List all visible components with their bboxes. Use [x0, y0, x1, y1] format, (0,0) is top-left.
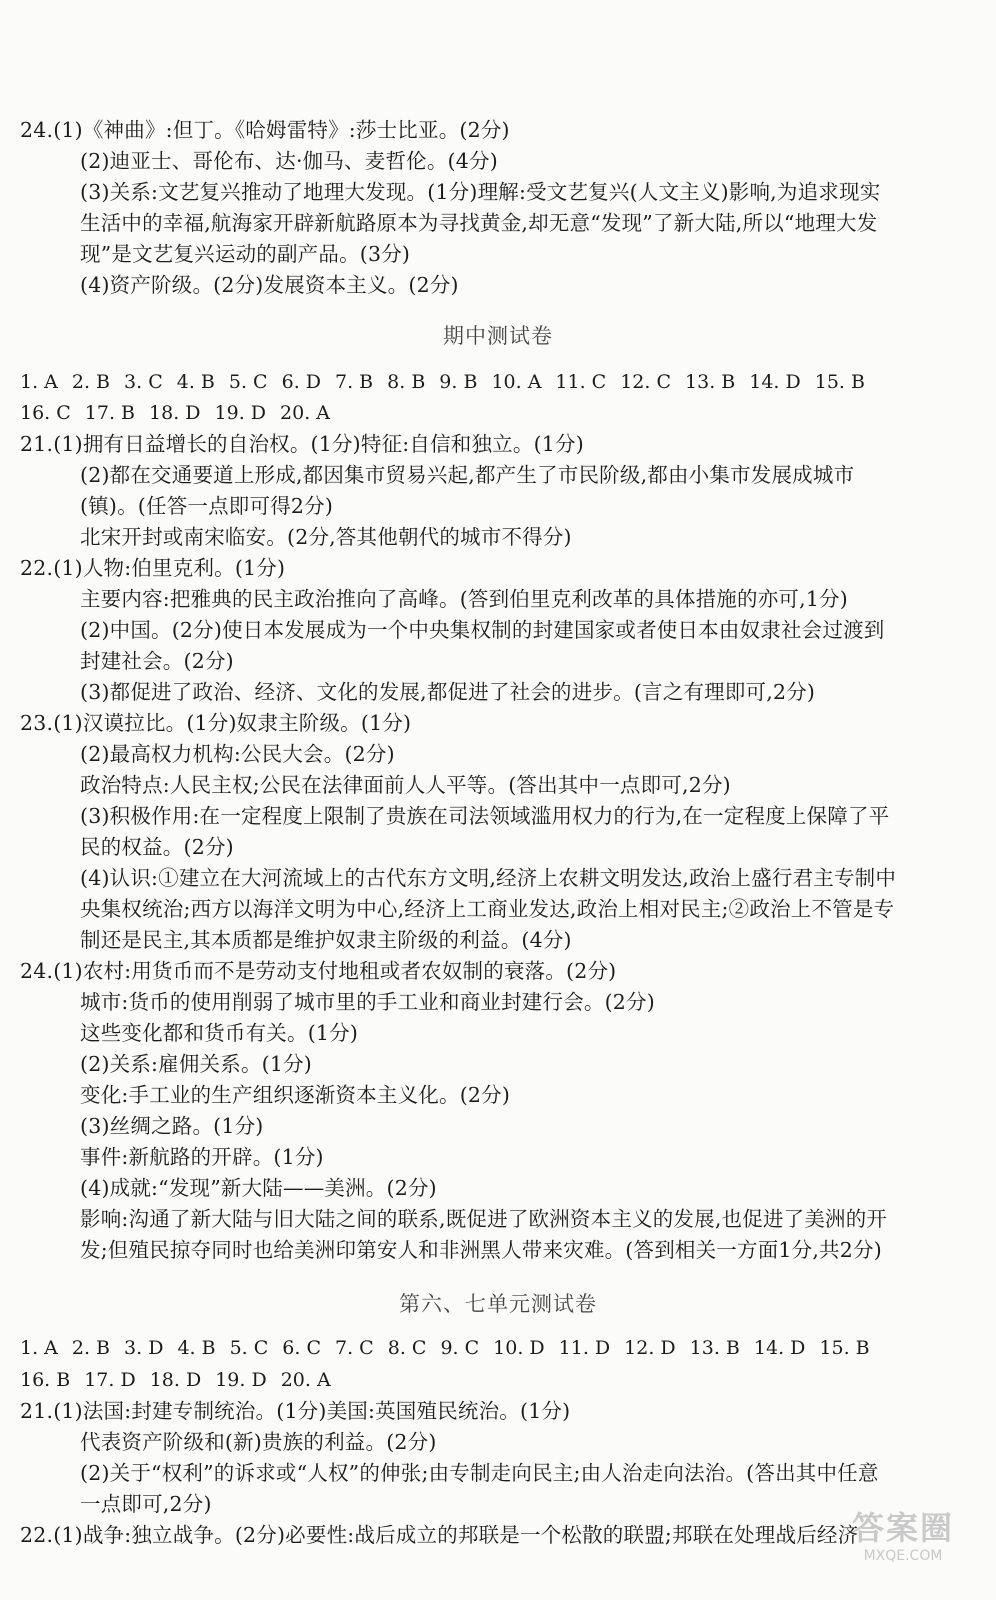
answer-item: 16. B: [20, 1369, 71, 1391]
answer-item: 20. A: [280, 402, 330, 424]
text-line: (2)都在交通要道上形成,都因集市贸易兴起,都产生了市民阶级,都由小集市发展成城市: [80, 463, 855, 487]
answer-item: 6. C: [282, 1337, 322, 1359]
answer-item: 12. D: [624, 1337, 676, 1359]
text-line: 影响:沟通了新大陆与旧大陆之间的联系,既促进了欧洲资本主义的发展,也促进了美洲的开: [80, 1207, 888, 1231]
text-line: 生活中的幸福,航海家开辟新航路原本为寻找黄金,却无意“发现”了新大陆,所以“地理大发: [80, 211, 878, 235]
answer-item: 7. C: [335, 1337, 374, 1359]
text-line: 代表资产阶级和(新)贵族的利益。(2分): [80, 1430, 437, 1454]
answer-item: 18. D: [149, 402, 201, 424]
text-line: 政治特点:人民主权;公民在法律面前人人平等。(答出其中一点即可,2分): [80, 773, 731, 797]
answer-item: 3. D: [124, 1337, 164, 1359]
answer-item: 5. C: [228, 371, 268, 393]
text-line: 主要内容:把雅典的民主政治推向了高峰。(答到伯里克利改革的具体措施的亦可,1分): [80, 587, 848, 611]
answer-row: [20, 1334, 884, 1362]
section-heading-unit67: 第六、七单元测试卷: [399, 1292, 597, 1316]
text-line: (3)关系:文艺复兴推动了地理大发现。(1分)理解:受文艺复兴(人文主义)影响,为追求现实: [80, 180, 881, 204]
text-line: (4)资产阶级。(2分)发展资本主义。(2分): [80, 273, 459, 297]
text-line: 事件:新航路的开辟。(1分): [80, 1145, 324, 1169]
text-line: 一点即可,2分): [80, 1492, 212, 1516]
answer-row: [20, 368, 879, 396]
answer-item: 14. D: [753, 1337, 806, 1359]
text-line: (2)中国。(2分)使日本发展成为一个中央集权制的封建国家或者使日本由奴隶社会过渡到: [80, 618, 885, 642]
answer-item: 16. C: [20, 402, 71, 424]
text-line: 现”是文艺复兴运动的副产品。(3分): [80, 242, 411, 266]
answer-item: 11. C: [555, 371, 607, 393]
answer-item: 7. B: [335, 371, 374, 393]
watermark-logo: [828, 1508, 978, 1578]
watermark-mark: 答案圈: [851, 1509, 954, 1547]
answer-item: 13. B: [689, 1337, 740, 1359]
text-line: 24.(1)农村:用货币而不是劳动支付地租或者农奴制的衰落。(2分): [20, 959, 617, 983]
answer-item: 5. C: [229, 1337, 269, 1359]
answer-item: 10. D: [493, 1337, 545, 1359]
text-line: (2)最高权力机构:公民大会。(2分): [80, 742, 395, 766]
text-line: 央集权统治;西方以海洋文明为中心,经济上工商业发达,政治上相对民主;②政治上不管是专: [80, 897, 895, 921]
text-line: (3)丝绸之路。(1分): [80, 1114, 264, 1138]
answer-item: 11. D: [558, 1337, 611, 1359]
section-heading-midterm: 期中测试卷: [443, 324, 553, 348]
text-line: 22.(1)战争:独立战争。(2分)必要性:战后成立的邦联是一个松散的联盟;邦联在处理战后经济: [20, 1523, 859, 1547]
answer-item: 19. D: [214, 402, 267, 424]
answer-item: 19. D: [215, 1369, 267, 1391]
answer-item: 14. D: [749, 371, 801, 393]
answer-item: 15. B: [814, 371, 865, 393]
answer-item: 18. D: [149, 1369, 202, 1391]
answer-item: 4. B: [177, 1337, 216, 1359]
text-line: (3)都促进了政治、经济、文化的发展,都促进了社会的进步。(言之有理即可,2分): [80, 680, 816, 704]
answer-item: 10. A: [491, 371, 542, 393]
text-line: 城市:货币的使用削弱了城市里的手工业和商业封建行会。(2分): [80, 990, 655, 1014]
answer-row: [20, 1366, 345, 1394]
answer-item: 6. D: [281, 371, 322, 393]
text-line: 封建社会。(2分): [80, 649, 234, 673]
text-line: (2)关系:雇佣关系。(1分): [80, 1052, 312, 1076]
text-line: 制还是民主,其本质都是维护奴隶主阶级的利益。(4分): [80, 928, 572, 952]
answer-item: 13. B: [685, 371, 736, 393]
text-line: (3)积极作用:在一定程度上限制了贵族在司法领域滥用权力的行为,在一定程度上保障了平: [80, 804, 890, 828]
answer-item: 3. C: [124, 371, 163, 393]
answer-row: [20, 399, 344, 427]
text-line: (4)成就:“发现”新大陆——美洲。(2分): [80, 1176, 437, 1200]
text-line: 24.(1)《神曲》:但丁。《哈姆雷特》:莎士比亚。(2分): [20, 118, 510, 142]
text-line: 民的权益。(2分): [80, 835, 234, 859]
answer-item: 12. C: [620, 371, 672, 393]
text-line: 22.(1)人物:伯里克利。(1分): [20, 556, 286, 580]
text-line: (镇)。(任答一点即可得2分): [80, 494, 334, 518]
answer-item: 1. A: [20, 371, 58, 393]
answer-item: 17. D: [84, 1369, 136, 1391]
answer-item: 15. B: [819, 1337, 870, 1359]
answer-item: 17. B: [84, 402, 136, 424]
text-line: 23.(1)汉谟拉比。(1分)奴隶主阶级。(1分): [20, 711, 412, 735]
text-line: 这些变化都和货币有关。(1分): [80, 1021, 359, 1045]
text-line: (2)迪亚士、哥伦布、达·伽马、麦哲伦。(4分): [80, 149, 498, 173]
text-line: 21.(1)拥有日益增长的自治权。(1分)特征:自信和独立。(1分): [20, 432, 584, 456]
watermark-text: MXQE.COM: [863, 1548, 943, 1564]
text-line: 发;但殖民掠夺同时也给美洲印第安人和非洲黑人带来灾难。(答到相关一方面1分,共2分): [80, 1238, 882, 1262]
text-line: 北宋开封或南宋临安。(2分,答其他朝代的城市不得分): [80, 525, 572, 549]
answer-item: 4. B: [176, 371, 215, 393]
answer-item: 20. A: [280, 1369, 331, 1391]
answer-item: 9. B: [439, 371, 478, 393]
answer-item: 2. B: [71, 1337, 111, 1359]
answer-item: 8. C: [387, 1337, 427, 1359]
text-line: (4)认识:①建立在大河流域上的古代东方文明,经济上农耕文明发达,政治上盛行君主专制中: [80, 866, 897, 890]
text-line: 21.(1)法国:封建专制统治。(1分)美国:英国殖民统治。(1分): [20, 1399, 571, 1423]
answer-item: 1. A: [20, 1337, 58, 1359]
text-line: 变化:手工业的生产组织逐渐资本主义化。(2分): [80, 1083, 511, 1107]
text-line: (2)关于“权利”的诉求或“人权”的伸张;由专制走向民主;由人治走向法治。(答出其中任意: [80, 1461, 879, 1485]
answer-item: 2. B: [71, 371, 111, 393]
answer-item: 9. C: [440, 1337, 480, 1359]
answer-item: 8. B: [387, 371, 426, 393]
